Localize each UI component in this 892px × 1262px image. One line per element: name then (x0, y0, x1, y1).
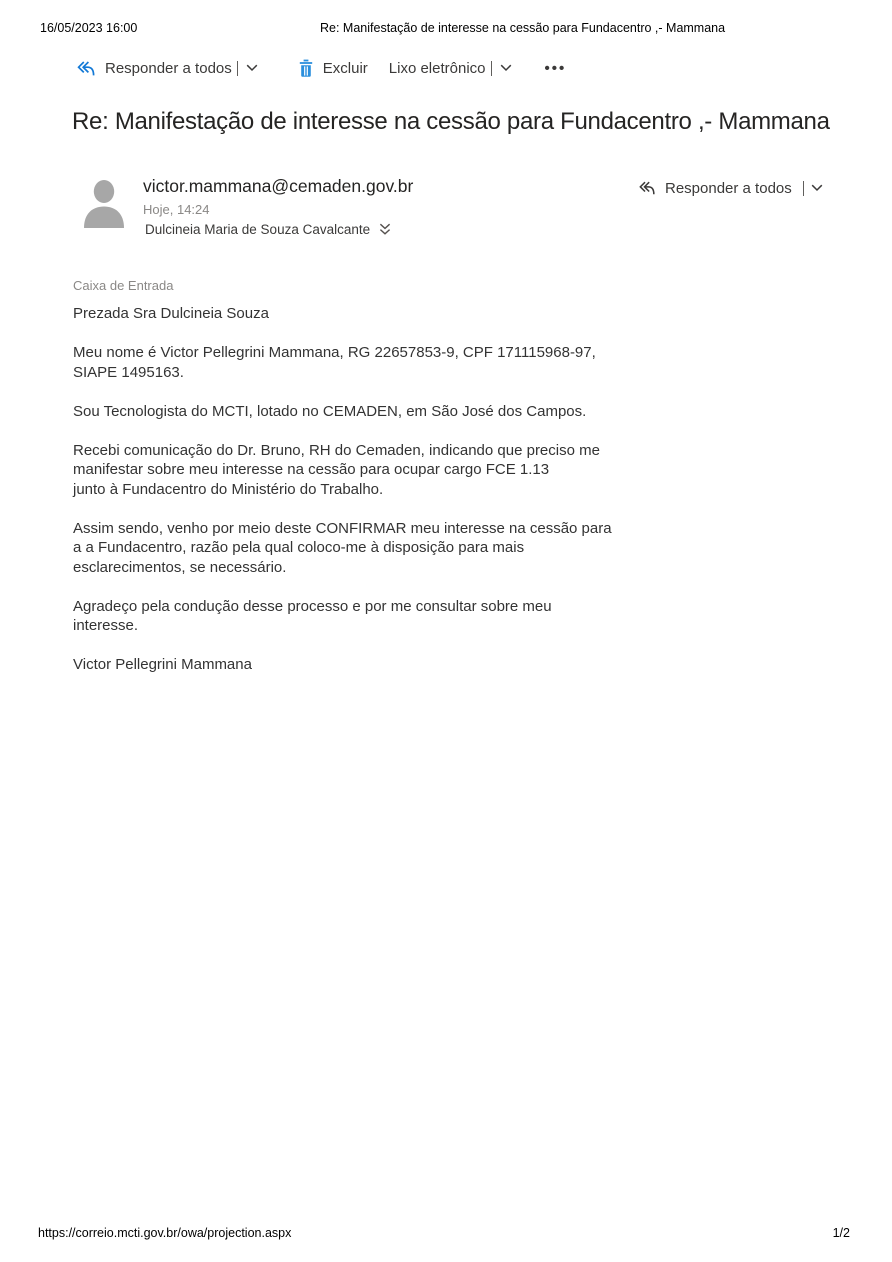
reply-all-secondary (638, 177, 823, 199)
chevron-down-icon[interactable] (500, 64, 512, 72)
folder-label: Caixa de Entrada (73, 278, 174, 293)
reply-all-button[interactable]: Responder a todos (665, 179, 792, 197)
toolbar-divider (803, 181, 804, 196)
reply-all-icon[interactable] (76, 60, 96, 77)
toolbar-divider (491, 61, 492, 76)
email-body-paragraph: Prezada Sra Dulcineia Souza (73, 305, 269, 322)
junk-button[interactable]: Lixo eletrônico (388, 59, 486, 77)
email-body (73, 304, 653, 694)
email-body-signature: Victor Pellegrini Mammana (73, 656, 252, 673)
email-body-paragraph: Recebi comunicação do Dr. Bruno, RH do Cemaden, indicando que preciso me manifestar sobre meu interesse na cessão para ocupar cargo FCE 1.13 junto à Fundacentro do Ministério do Trabalho. (73, 441, 600, 498)
email-body-paragraph: Sou Tecnologista do MCTI, lotado no CEMADEN, em São José dos Campos. (73, 402, 587, 420)
print-header-title: Re: Manifestação de interesse na cessão para Fundacentro ,- Mammana (320, 21, 726, 35)
reply-all-button[interactable]: Responder a todos (105, 59, 232, 77)
sender-email[interactable]: victor.mammana@cemaden.gov.br (143, 176, 414, 196)
expand-details-icon[interactable] (379, 223, 391, 236)
message-toolbar (76, 54, 566, 82)
reply-all-icon[interactable] (638, 180, 656, 196)
chevron-down-icon[interactable] (246, 64, 258, 72)
chevron-down-icon[interactable] (811, 184, 823, 192)
email-body-paragraph: Meu nome é Victor Pellegrini Mammana, RG 22657853-9, CPF 171115968-97, SIAPE 1495163. (73, 344, 596, 381)
more-actions-button[interactable]: ••• (544, 59, 567, 77)
trash-icon[interactable] (298, 59, 314, 78)
sender-avatar[interactable] (80, 178, 128, 228)
message-timestamp: Hoje, 14:24 (143, 202, 210, 217)
recipient-row (145, 222, 391, 237)
email-subject: Re: Manifestação de interesse na cessão para Fundacentro ,- Mammana (72, 108, 830, 135)
email-body-paragraph: Agradeço pela condução desse processo e por me consultar sobre meu interesse. (73, 597, 552, 634)
delete-button[interactable]: Excluir (322, 59, 368, 77)
email-body-paragraph: Assim sendo, venho por meio deste CONFIRMAR meu interesse na cessão para a a Fundacentro, razão pela qual coloco-me à disposição para mais esclarecimentos, se necessário. (73, 519, 612, 576)
print-page-number: 1/2 (832, 1226, 850, 1240)
print-footer-url: https://correio.mcti.gov.br/owa/projection.aspx (38, 1226, 292, 1240)
print-datetime: 16/05/2023 16:00 (40, 21, 138, 35)
recipient-name[interactable]: Dulcineia Maria de Souza Cavalcante (145, 222, 371, 237)
toolbar-divider (237, 61, 238, 76)
